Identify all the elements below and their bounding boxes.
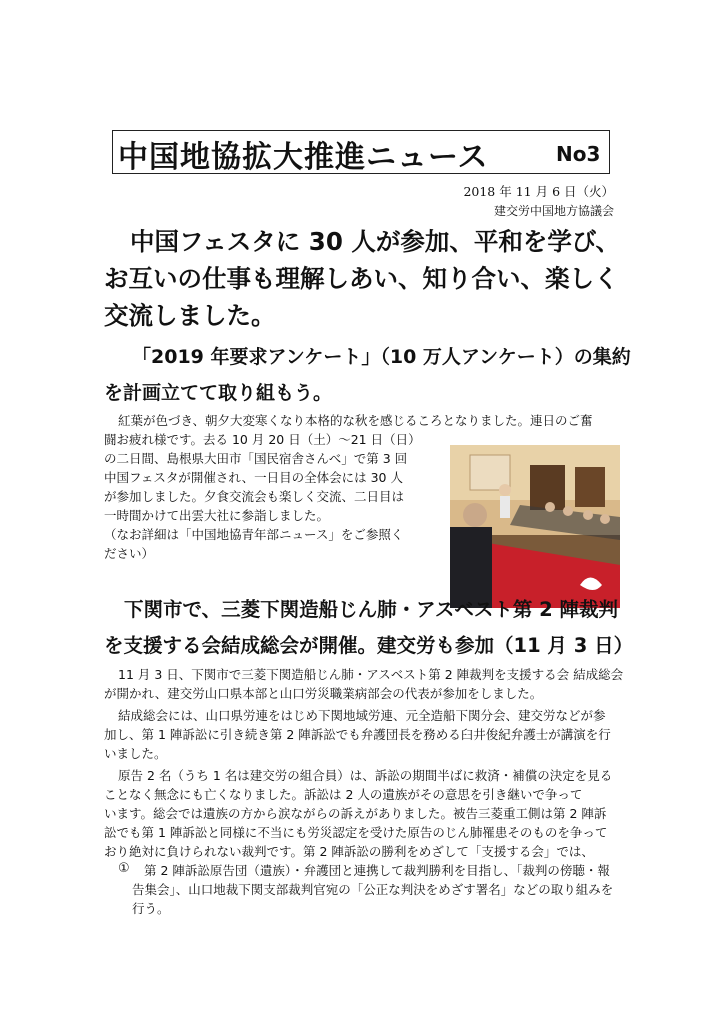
article2-text-line: が開かれ、建交労山口県本部と山口労災職業病部会の代表が参加をしました。 [104, 686, 543, 701]
article1-text-line: 闘お疲れ様です。去る 10 月 20 日（土）～21 日（日） [104, 432, 421, 447]
article1-text-line: 中国フェスタが開催され、一日目の全体会には 30 人 [104, 470, 403, 485]
organization-name: 建交労中国地方協議会 [493, 204, 614, 218]
article2-text-line: 訟でも第 1 陣訴訟と同様に不当にも労災認定を受けた原告のじん肺罹患そのものを争って [104, 825, 608, 840]
meeting-photo [450, 445, 620, 608]
article1-subheadline-line2: を計画立てて取り組もう。 [104, 382, 333, 404]
article1-text-line: ださい） [104, 546, 155, 561]
article2-text-line: いました。 [104, 746, 167, 761]
article2-text-line: 11 月 3 日、下関市で三菱下関造船じん肺・アスベスト第 2 陣裁判を支援する会 結成総会 [118, 667, 624, 682]
article2-headline-line2: を支援する会結成総会が開催。建交労も参加（11 月 3 日） [104, 634, 634, 657]
article1-headline-line3: 交流しました。 [104, 301, 276, 330]
publication-date: 2018 年 11 月 6 日（火） [463, 184, 614, 199]
article2-text-line: 結成総会には、山口県労連をはじめ下関地域労連、元全造船下関分会、建交労などが参 [118, 708, 606, 723]
article2-text-line: 原告 2 名（うち 1 名は建交労の組合員）は、訴訟の期間半ばに救済・補償の決定を見る [118, 768, 613, 783]
article2-headline-line1: 下関市で、三菱下関造船じん肺・アスベスト第 2 陣裁判 [124, 598, 618, 621]
article1-text-line: が参加しました。夕食交流会も楽しく交流、二日目は [104, 489, 405, 504]
newsletter-title: 中国地協拡大推進ニュース [118, 140, 489, 175]
article2-text-line: います。総会では遺族の方から涙ながらの訴えがありました。被告三菱重工側は第 2 陣訴 [104, 806, 607, 821]
list-item-line: 告集会」、山口地裁下関支部裁判官宛の「公正な判決をめざす署名」などの取り組みを [132, 882, 614, 897]
issue-number: No3 [556, 142, 601, 166]
article1-text-line: 紅葉が色づき、朝夕大変寒くなり本格的な秋を感じるころとなりました。連日のご奮 [118, 413, 593, 428]
list-marker: ① [118, 861, 130, 876]
article1-subheadline-line1: 「2019 年要求アンケート」（10 万人アンケート）の集約 [132, 346, 631, 368]
article1-headline-line1: 中国フェスタに 30 人が参加、平和を学び、 [130, 227, 620, 256]
article1-headline-line2: お互いの仕事も理解しあい、知り合い、楽しく [104, 264, 619, 293]
article1-text-line: （なお詳細は「中国地協青年部ニュース」をご参照く [104, 527, 404, 542]
article1-text-line: の二日間、島根県大田市「国民宿舎さんべ」で第 3 回 [104, 451, 408, 466]
article2-text-line: おり絶対に負けられない裁判です。第 2 陣訴訟の勝利をめざして「支援する会」では、 [104, 844, 594, 859]
meeting-photo-icon [450, 445, 620, 608]
list-item-line: 行う。 [132, 901, 170, 916]
list-item-line: 第 2 陣訴訟原告団（遺族）・弁護団と連携して裁判勝利を目指し、「裁判の傍聴・報 [144, 863, 610, 878]
article2-text-line: ことなく無念にも亡くなりました。訴訟は 2 人の遺族がその意思を引き継いで争って [104, 787, 583, 802]
article2-text-line: 加し、第 1 陣訴訟に引き続き第 2 陣訴訟でも弁護団長を務める臼井俊紀弁護士が講演を行 [104, 727, 611, 742]
article1-text-line: 一時間かけて出雲大社に参詣しました。 [104, 508, 330, 523]
